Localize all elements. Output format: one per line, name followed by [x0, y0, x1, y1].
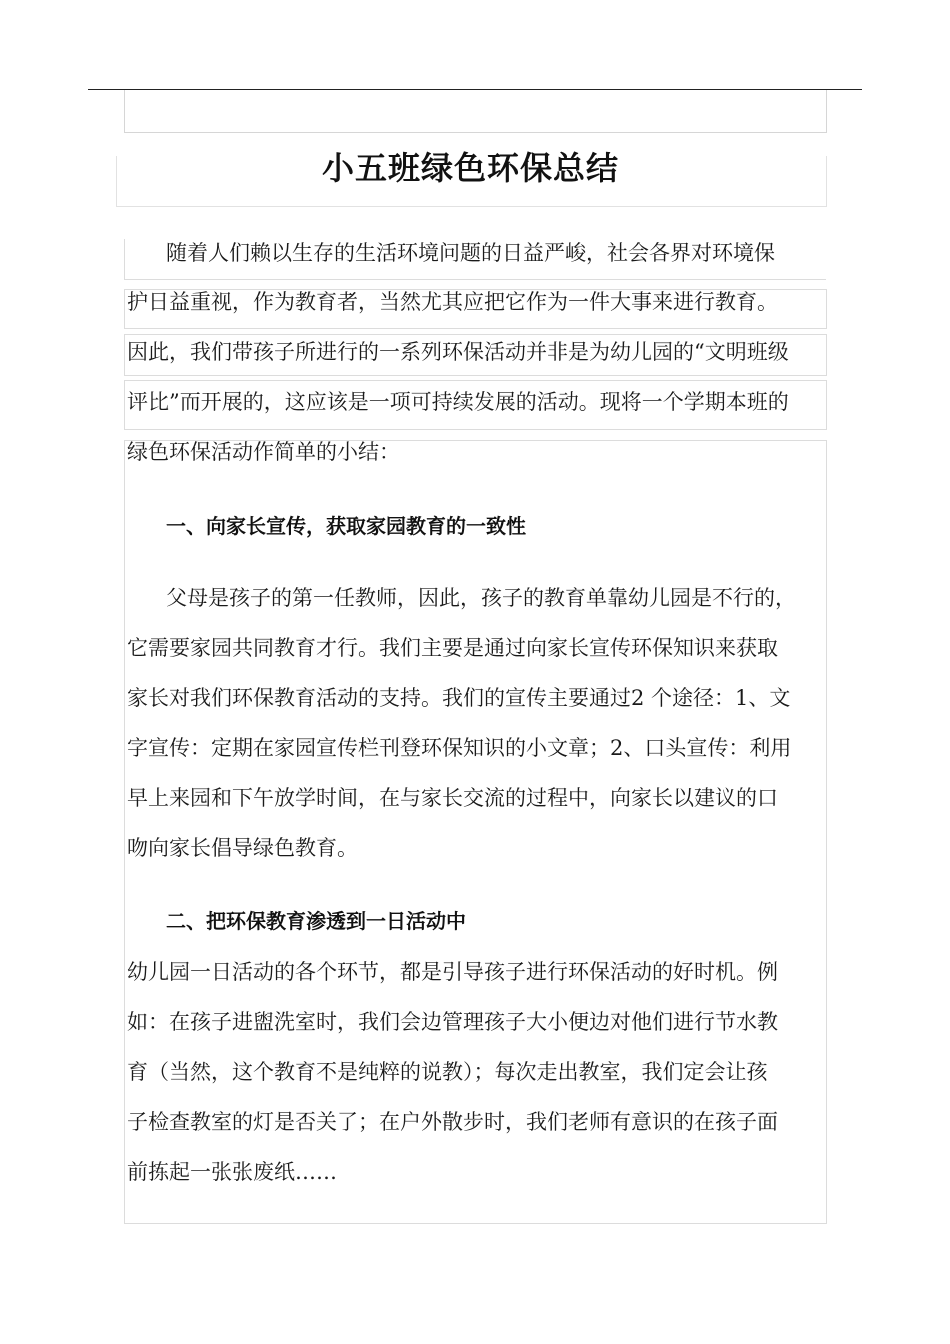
- intro-line: 评比”而开展的，这应该是一项可持续发展的活动。现将一个学期本班的: [127, 390, 789, 414]
- section-heading-2: 二、把环保教育渗透到一日活动中: [166, 909, 466, 933]
- header-box: [124, 90, 827, 133]
- section1-line: 它需要家园共同教育才行。我们主要是通过向家长宣传环保知识来获取: [127, 636, 778, 660]
- content-box: [124, 440, 827, 1224]
- section1-line: 早上来园和下午放学时间，在与家长交流的过程中，向家长以建议的口: [127, 786, 778, 810]
- intro-line: 绿色环保活动作简单的小结：: [127, 440, 400, 464]
- section2-line: 如：在孩子进盥洗室时，我们会边管理孩子大小便边对他们进行节水教: [127, 1010, 778, 1034]
- section1-line: 父母是孩子的第一任教师，因此，孩子的教育单靠幼儿园是不行的，: [166, 586, 796, 610]
- section1-line: 家长对我们环保教育活动的支持。我们的宣传主要通过2 个途径：1、文: [127, 686, 791, 710]
- section1-line: 吻向家长倡导绿色教育。: [127, 836, 358, 860]
- section2-line: 子检查教室的灯是否关了；在户外散步时，我们老师有意识的在孩子面: [127, 1110, 778, 1134]
- intro-line: 随着人们赖以生存的生活环境问题的日益严峻，社会各界对环境保: [166, 241, 775, 265]
- section1-line: 字宣传：定期在家园宣传栏刊登环保知识的小文章；2、口头宣传：利用: [127, 736, 792, 760]
- intro-line: 护日益重视，作为教育者，当然尤其应把它作为一件大事来进行教育。: [127, 290, 778, 314]
- section2-line: 育（当然，这个教育不是纯粹的说教）；每次走出教室，我们定会让孩: [127, 1060, 768, 1084]
- intro-line: 因此，我们带孩子所进行的一系列环保活动并非是为幼儿园的“文明班级: [127, 340, 789, 364]
- section2-line: 前拣起一张张废纸……: [127, 1160, 337, 1184]
- document-title: 小五班绿色环保总结: [321, 149, 619, 187]
- section2-line: 幼儿园一日活动的各个环节，都是引导孩子进行环保活动的好时机。例: [127, 960, 778, 984]
- section-heading-1: 一、向家长宣传，获取家园教育的一致性: [166, 514, 526, 538]
